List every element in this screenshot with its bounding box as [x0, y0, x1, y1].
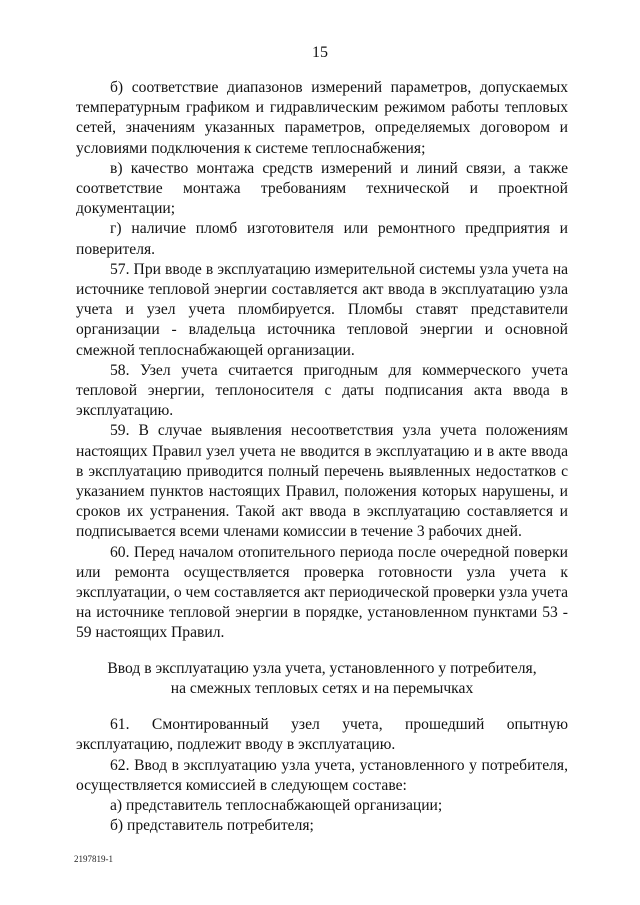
paragraph-62: 62. Ввод в эксплуатацию узла учета, установленного у потребителя, осуществляется комиссией в следующем составе: [76, 756, 568, 794]
section-heading-line-1: Ввод в эксплуатацию узла учета, установленного у потребителя, [107, 659, 537, 677]
paragraph-v: в) качество монтажа средств измерений и линий связи, а также соответствие монтажа требованиям технической и проектной документации; [76, 159, 568, 218]
paragraph-59: 59. В случае выявления несоответствия узла учета положениям настоящих Правил узел учета не вводится в эксплуатацию и в акте ввода в эксплуатацию приводится полный перечень выявленных недостатков с указанием пунктов настоящих Правил, положения которых нарушены, и сроков их устранения. Такой акт ввода в эксплуатацию составляется и подписывается всеми членами комиссии в течение 3 рабочих дней. [76, 422, 568, 541]
document-body [76, 78, 568, 836]
paragraph-62-b: б) представитель потребителя; [110, 817, 314, 835]
paragraph-61: 61. Смонтированный узел учета, прошедший опытную эксплуатацию, подлежит вводу в эксплуатацию. [76, 716, 568, 754]
paragraph-b: б) соответствие диапазонов измерений параметров, допускаемых температурным графиком и гидравлическим режимом работы тепловых сетей, значениям указанных параметров, определяемых договором и условиями подключения к системе теплоснабжения; [76, 79, 568, 157]
section-heading-line-2: на смежных тепловых сетях и на перемычках [170, 679, 474, 697]
document-code: 2197819-1 [74, 854, 113, 864]
paragraph-62-a: а) представитель теплоснабжающей организации; [110, 796, 443, 814]
paragraph-57: 57. При вводе в эксплуатацию измерительной системы узла учета на источнике тепловой энергии составляется акт ввода в эксплуатацию узла учета и узел учета пломбируется. Пломбы ставят представители организации - владельца источника тепловой энергии и основной смежной теплоснабжающей организации. [76, 260, 568, 359]
paragraph-58: 58. Узел учета считается пригодным для коммерческого учета тепловой энергии, теплоносителя с даты подписания акта ввода в эксплуатацию. [76, 361, 568, 420]
paragraph-g: г) наличие пломб изготовителя или ремонтного предприятия и поверителя. [76, 220, 568, 258]
page-number: 15 [312, 44, 328, 61]
paragraph-60: 60. Перед началом отопительного периода после очередной поверки или ремонта осуществляется проверка готовности узла учета к эксплуатации, о чем составляется акт периодической проверки узла учета на источнике тепловой энергии в порядке, установленном пунктами 53 - 59 настоящих Правил. [76, 543, 568, 642]
section-heading [76, 659, 568, 699]
